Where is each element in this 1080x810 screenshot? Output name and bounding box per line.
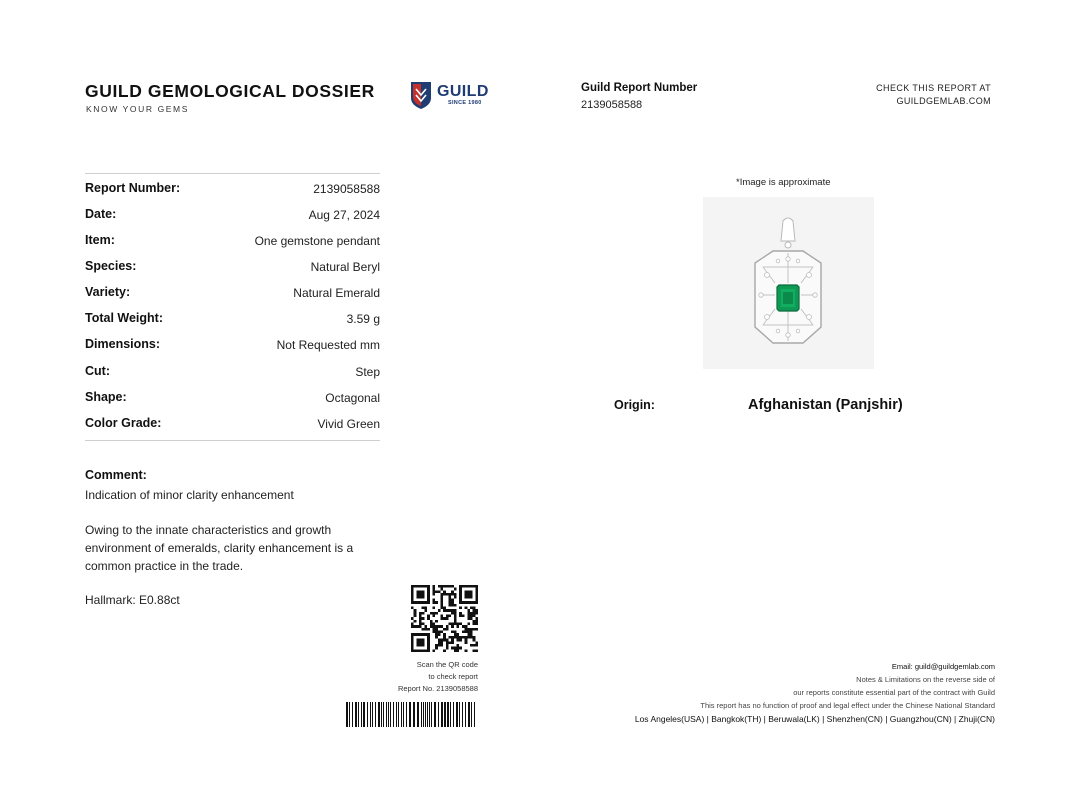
detail-value: 3.59 g — [346, 312, 380, 326]
detail-label: Total Weight: — [85, 311, 163, 325]
detail-row-variety — [85, 285, 380, 305]
detail-row-date — [85, 207, 380, 227]
detail-row-shape — [85, 390, 380, 410]
detail-value: One gemstone pendant — [254, 234, 380, 248]
qr-caption-report-no: Report No. 2139058588 — [397, 684, 478, 693]
pendant-photo — [703, 197, 874, 369]
detail-value: Step — [355, 365, 380, 379]
footer-notes-line3: This report has no function of proof and legal effect under the Chinese National Standard — [700, 701, 995, 710]
check-report-link[interactable]: GUILDGEMLAB.COM — [896, 96, 991, 106]
detail-label: Variety: — [85, 285, 131, 299]
detail-value: 2139058588 — [313, 182, 380, 196]
origin-label: Origin: — [614, 398, 655, 412]
qr-code[interactable] — [411, 585, 478, 652]
comment-text: Indication of minor clarity enhancement — [85, 488, 294, 502]
detail-value: Natural Beryl — [310, 260, 380, 274]
table-bottom-divider — [85, 440, 380, 441]
detail-label: Report Number: — [85, 181, 181, 195]
footer-notes-line2: our reports constitute essential part of the contract with Guild — [793, 688, 995, 697]
qr-caption-line2: to check report — [428, 672, 478, 681]
table-top-divider — [85, 173, 380, 174]
logo-wordmark: GUILD — [437, 83, 489, 100]
image-caption: *Image is approximate — [736, 177, 831, 188]
detail-value: Not Requested mm — [276, 338, 380, 352]
detail-label: Shape: — [85, 390, 127, 404]
dossier-title: GUILD GEMOLOGICAL DOSSIER — [85, 81, 375, 101]
detail-label: Date: — [85, 207, 117, 221]
detail-row-item — [85, 233, 380, 253]
dossier-tagline: KNOW YOUR GEMS — [86, 104, 190, 114]
comment-note: Owing to the innate characteristics and growth environment of emeralds, clarity enhancement is a common practice in the trade. — [85, 523, 354, 573]
report-number-value: 2139058588 — [581, 99, 643, 111]
footer-notes-line1: Notes & Limitations on the reverse side of — [856, 675, 995, 684]
detail-label: Dimensions: — [85, 337, 161, 351]
footer-email[interactable]: Email: guild@guildgemlab.com — [891, 662, 995, 671]
detail-row-cut — [85, 364, 380, 384]
pendant-image — [703, 197, 874, 369]
barcode — [346, 702, 478, 727]
detail-row-report-number — [85, 181, 380, 201]
detail-value: Vivid Green — [317, 417, 380, 431]
detail-label: Species: — [85, 259, 137, 273]
comment-label: Comment: — [85, 468, 147, 482]
origin-value: Afghanistan (Panjshir) — [748, 397, 903, 413]
detail-row-dimensions — [85, 337, 380, 357]
detail-value: Natural Emerald — [293, 286, 380, 300]
guild-logo — [410, 80, 492, 110]
check-report-label: CHECK THIS REPORT AT — [876, 83, 991, 93]
detail-row-total-weight — [85, 311, 380, 331]
detail-label: Cut: — [85, 364, 110, 378]
guild-shield-icon — [410, 80, 432, 110]
hallmark: Hallmark: E0.88ct — [85, 593, 180, 607]
report-number-label: Guild Report Number — [581, 82, 698, 94]
detail-value: Aug 27, 2024 — [308, 208, 380, 222]
detail-label: Item: — [85, 233, 115, 247]
detail-value: Octagonal — [325, 391, 380, 405]
detail-label: Color Grade: — [85, 416, 162, 430]
detail-row-species — [85, 259, 380, 279]
footer-offices: Los Angeles(USA) | Bangkok(TH) | Beruwala(LK) | Shenzhen(CN) | Guangzhou(CN) | Zhuji(CN) — [634, 714, 995, 724]
qr-caption-line1: Scan the QR code — [416, 660, 478, 669]
logo-since: SINCE 1980 — [448, 100, 482, 106]
detail-row-color-grade — [85, 416, 380, 436]
